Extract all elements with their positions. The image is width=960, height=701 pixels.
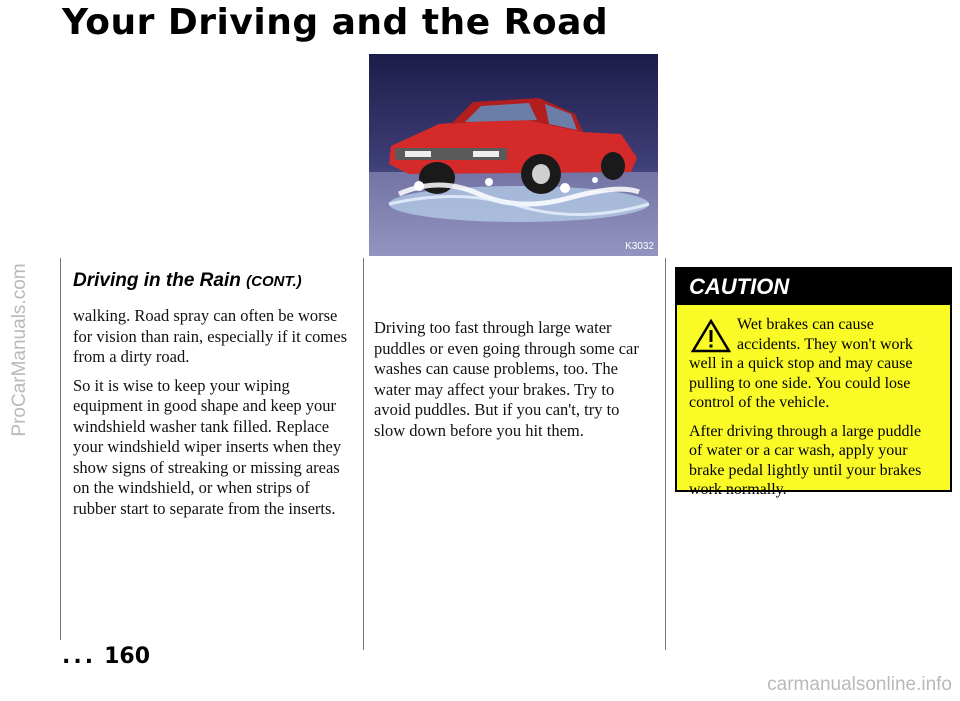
figure-code: K3032	[625, 241, 654, 252]
column-divider-left	[60, 258, 61, 640]
watermark-side-text: ProCarManuals.com	[9, 263, 30, 437]
watermark-side	[0, 0, 40, 701]
watermark-bottom: carmanualsonline.info	[767, 674, 952, 695]
section-heading-text: Driving in the Rain	[73, 270, 241, 291]
caution-body	[677, 305, 950, 500]
page-number-prefix: ...	[62, 644, 97, 669]
column-divider-middle	[363, 258, 364, 650]
caution-paragraph: After driving through a large puddle of water or a car wash, apply your brake pedal lightly until your brakes work normally.	[689, 422, 922, 498]
car-splash-illustration	[369, 54, 658, 256]
column-divider-right	[665, 258, 666, 650]
paragraph: Driving too fast through large water puddles or even going through some car washes can cause problems, too. The water may affect your brakes. Try to avoid puddles. But if you can't, try to slow down before you hit them.	[374, 318, 639, 440]
column-2-text	[374, 318, 642, 449]
caution-box	[675, 267, 952, 498]
warning-triangle-icon	[691, 319, 731, 353]
caution-paragraph: Wet brakes can cause accidents. They won't work well in a quick stop and may cause pulling to one side. You could lose control of the vehicle.	[689, 316, 913, 411]
page-title: Your Driving and the Road	[62, 2, 609, 43]
section-heading	[73, 270, 302, 292]
car-figure	[369, 54, 658, 256]
paragraph: So it is wise to keep your wiping equipment in good shape and keep your windshield washer tank filled. Replace your windshield wiper inserts when they show signs of streaking or missing areas on the windshield, or when strips of rubber start to separate from the inserts.	[73, 375, 342, 518]
page-number	[62, 644, 150, 669]
column-1-text	[73, 306, 351, 527]
section-heading-suffix: (CONT.)	[246, 273, 302, 290]
paragraph: walking. Road spray can often be worse for vision than rain, especially if it comes from a dirty road.	[73, 306, 348, 366]
caution-title: CAUTION	[677, 269, 950, 305]
page-number-value: 160	[104, 644, 151, 669]
